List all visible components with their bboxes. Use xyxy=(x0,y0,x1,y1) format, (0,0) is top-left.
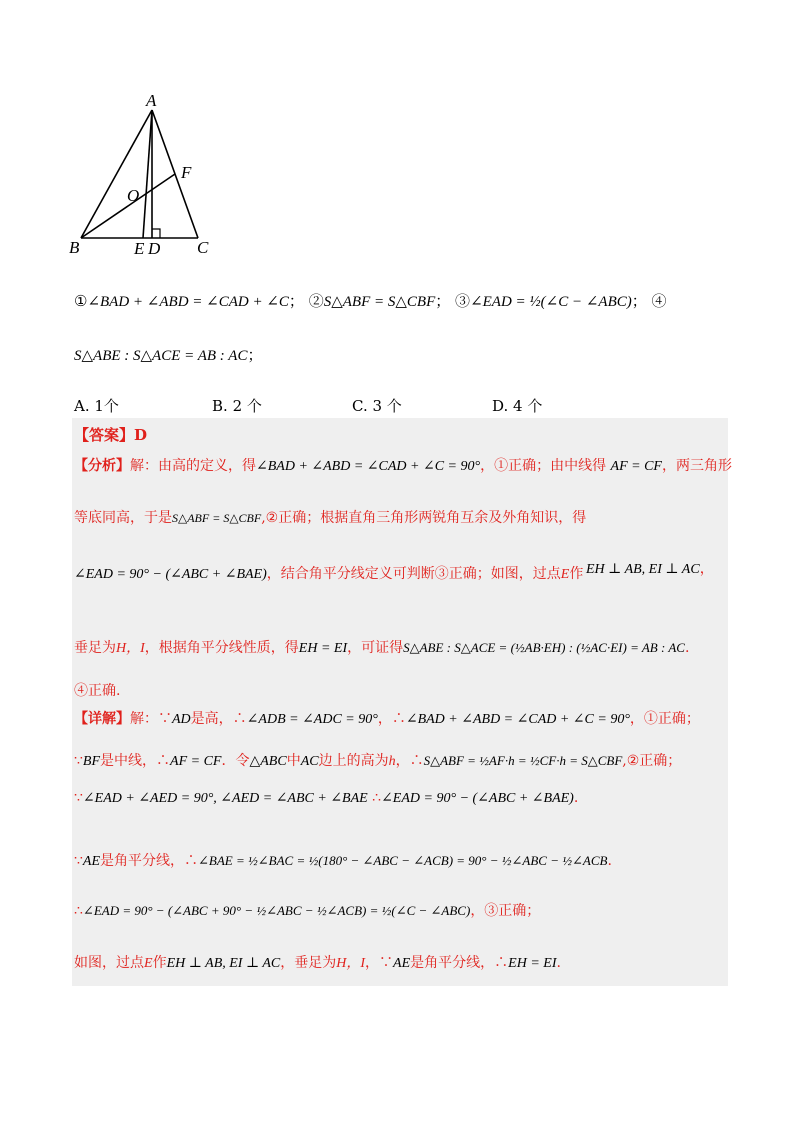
formula: ∠BAE = ½∠BAC = ½(180° − ∠ABC − ∠ACB) = 90° − ½∠ABC − ½∠ACB xyxy=(198,853,608,868)
analysis-line-1 xyxy=(74,455,732,475)
formula: ∠BAD + ∠ABD = ∠CAD + ∠C = 90° xyxy=(405,712,630,727)
detail-line-5 xyxy=(74,900,540,920)
analysis-line-5: ④正确. xyxy=(74,683,121,699)
separator: ； xyxy=(435,292,451,310)
formula: S△ABE : S△ACE = (½AB·EH) : (½AC·EI) = AB : AC xyxy=(403,640,685,655)
option-b[interactable] xyxy=(212,395,262,416)
option-text: 1个 xyxy=(94,397,119,415)
text: H，I xyxy=(336,956,366,971)
detail-line-2 xyxy=(74,750,681,770)
formula: EH ⊥ AB, EI ⊥ AC xyxy=(586,562,700,577)
text: 是角平分线，∴ xyxy=(410,955,509,971)
text: ∴ xyxy=(372,790,382,806)
formula: ∠EAD = 90° − (∠ABC + 90° − ½∠ABC − ½∠ACB) = ½(∠C − ∠ABC) xyxy=(82,903,471,918)
triangle-figure xyxy=(60,90,230,265)
text: ∵ xyxy=(74,753,83,769)
text: . xyxy=(607,853,612,869)
formula: AF = CF xyxy=(170,754,222,769)
option-letter: B. xyxy=(212,397,228,415)
formula: AC xyxy=(300,754,319,769)
formula: BF xyxy=(82,754,101,769)
statement-3: ∠EAD = ½(∠C − ∠ABC) xyxy=(470,294,632,310)
label-o: O xyxy=(127,186,140,205)
text: 如图，过点 xyxy=(74,955,144,971)
option-c[interactable] xyxy=(352,395,402,416)
text: ，③正确； xyxy=(470,903,541,919)
text: ∴ xyxy=(74,903,83,919)
answer-label: 【答案】D xyxy=(74,426,148,444)
formula: ∠BAD + ∠ABD = ∠CAD + ∠C = 90° xyxy=(256,459,481,474)
formula: △ABC xyxy=(249,754,287,769)
formula: AD xyxy=(172,712,191,727)
formula: AE xyxy=(393,956,411,971)
label-c: C xyxy=(197,238,209,257)
formula: AE xyxy=(82,854,101,869)
option-text: 2 个 xyxy=(232,397,262,415)
analysis-line-3-formula xyxy=(586,558,714,578)
text: 中 xyxy=(286,753,301,769)
label-d: D xyxy=(148,239,161,258)
separator: ； xyxy=(247,346,263,364)
text: ，∴ xyxy=(395,753,424,769)
text: . xyxy=(556,955,561,971)
text: ．令 xyxy=(221,753,250,769)
option-letter: D. xyxy=(492,397,509,415)
separator: ； xyxy=(631,292,647,310)
text: ，两三角形 xyxy=(661,458,732,474)
formula: S△ABF = S△CBF xyxy=(172,511,262,525)
option-text: 3 个 xyxy=(372,397,402,415)
analysis-line-4 xyxy=(74,637,689,657)
detail-line-3 xyxy=(74,790,578,807)
option-d[interactable] xyxy=(492,395,542,416)
text: 解：由高的定义，得 xyxy=(130,458,256,474)
text: ，可证得 xyxy=(347,640,404,656)
text: ，①正确； xyxy=(629,711,700,727)
text: ，∴ xyxy=(377,711,406,727)
formula: ∠ADB = ∠ADC = 90° xyxy=(246,712,378,727)
marker-2: ② xyxy=(308,292,324,310)
right-angle-mark xyxy=(152,229,160,238)
marker-3: ③ xyxy=(455,292,471,310)
text: 是中线，∴ xyxy=(100,753,171,769)
side-ab xyxy=(81,110,152,238)
text: ，∵ xyxy=(365,955,394,971)
option-a[interactable] xyxy=(74,395,119,416)
text: 作 xyxy=(152,955,167,971)
detail-line-4 xyxy=(74,850,612,870)
formula: ∠EAD + ∠AED = 90°, ∠AED = ∠ABC + ∠BAE xyxy=(82,791,368,806)
statements-line-1 xyxy=(74,290,667,311)
formula: ∠EAD = 90° − (∠ABC + ∠BAE) xyxy=(381,791,574,806)
statement-1: ∠BAD + ∠ABD = ∠CAD + ∠C xyxy=(87,294,289,310)
text: h xyxy=(388,754,396,769)
formula: EH = EI xyxy=(508,956,557,971)
detail-line-1 xyxy=(74,708,700,728)
text: ，①正确；由中线得 xyxy=(480,458,607,474)
marker-4: ④ xyxy=(651,292,667,310)
detail-label: 【详解】 xyxy=(74,711,130,727)
text: 作 xyxy=(569,566,584,582)
formula: EH ⊥ AB, EI ⊥ AC xyxy=(166,956,281,971)
bisector-ae xyxy=(143,110,152,238)
label-f: F xyxy=(181,163,192,182)
text: ,②正确； xyxy=(622,753,682,769)
text: 边上的高为 xyxy=(318,753,389,769)
text: H，I xyxy=(116,641,145,656)
analysis-label: 【分析】 xyxy=(74,458,130,474)
text: 等底同高，于是 xyxy=(74,510,172,526)
statement-2: S△ABF = S△CBF xyxy=(323,294,436,310)
option-letter: A. xyxy=(74,397,90,415)
text: . xyxy=(684,640,690,656)
text: ， xyxy=(699,561,714,577)
text: E xyxy=(560,567,570,582)
text: ∵ xyxy=(74,790,83,806)
text: 是高，∴ xyxy=(190,711,247,727)
text: ，结合角平分线定义可判断③正确；如图，过点 xyxy=(266,566,561,582)
label-e: E xyxy=(134,239,145,258)
text: 解：∵ xyxy=(130,711,172,727)
statement-4: S△ABE : S△ACE = AB : AC xyxy=(74,348,248,364)
formula: S△ABF = ½AF·h = ½CF·h = S△CBF xyxy=(423,753,623,768)
text: ，根据角平分线性质，得 xyxy=(144,640,299,656)
marker-1: ① xyxy=(74,292,88,310)
statements-line-2 xyxy=(74,344,262,365)
label-b: B xyxy=(69,238,80,257)
formula: ∠EAD = 90° − (∠ABC + ∠BAE) xyxy=(74,567,267,582)
label-a: A xyxy=(146,91,157,110)
text: E xyxy=(144,956,153,971)
option-text: 4 个 xyxy=(513,397,543,415)
separator: ； xyxy=(288,292,304,310)
text: ,②正确；根据直角三角形两锐角互余及外角知识，得 xyxy=(261,510,587,526)
analysis-line-3 xyxy=(74,563,583,583)
formula: AF = CF xyxy=(610,459,662,474)
detail-line-6 xyxy=(74,952,561,972)
text: ∵ xyxy=(74,853,83,869)
option-letter: C. xyxy=(352,397,368,415)
text: ，垂足为 xyxy=(280,955,337,971)
median-bf xyxy=(81,174,175,238)
analysis-line-2 xyxy=(74,507,586,527)
text: 是角平分线，∴ xyxy=(100,853,199,869)
text: 垂足为 xyxy=(74,640,116,656)
formula: EH = EI xyxy=(298,641,348,656)
text: . xyxy=(573,790,579,806)
